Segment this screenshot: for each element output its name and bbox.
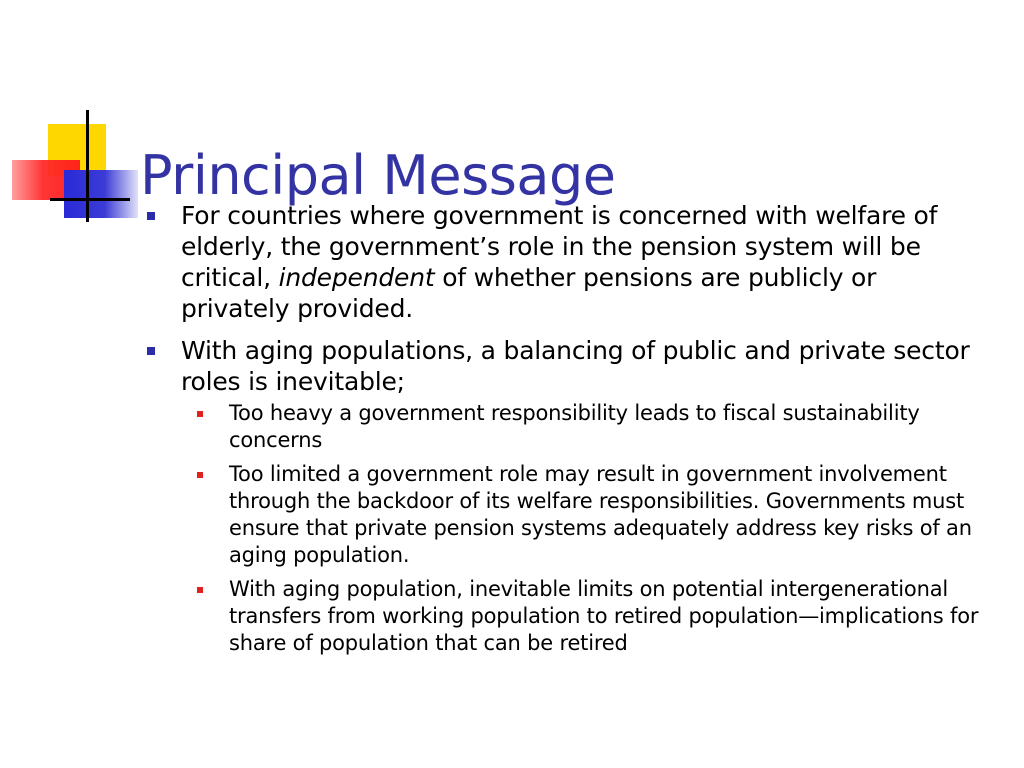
small-square-bullet-icon	[197, 472, 203, 478]
decorative-logo	[0, 0, 140, 230]
small-square-bullet-icon	[197, 411, 203, 417]
square-bullet-icon	[147, 347, 155, 355]
bullet-text-before: For countries where government is concerned with welfare of elderly, the government’s role in the pension system will be critical,	[181, 201, 938, 292]
small-square-bullet-icon	[197, 587, 203, 593]
logo-blue-square	[64, 170, 138, 218]
slide-title: Principal Message	[140, 144, 616, 208]
bullet-text: With aging populations, a balancing of public and private sector roles is inevitable;	[181, 336, 970, 396]
sub-bullet-text: Too heavy a government responsibility leads to fiscal sustainability concerns	[229, 401, 920, 452]
sub-bullet-item	[192, 400, 982, 454]
square-bullet-icon	[147, 212, 155, 220]
sub-bullet-item	[192, 576, 982, 657]
bullet-list	[146, 200, 986, 657]
bullet-emphasis: independent	[278, 263, 435, 292]
bullet-text-after: of whether pensions are publicly or privately provided.	[181, 263, 877, 323]
sub-bullet-item	[192, 461, 982, 569]
logo-vertical-line	[86, 110, 89, 222]
logo-horizontal-line	[50, 198, 130, 201]
slide-content	[146, 200, 986, 668]
sub-bullet-text: Too limited a government role may result in government involvement through the backdoor of its welfare responsibilities. Governments must ensure that private pension systems adequately address key risks of an aging population.	[229, 462, 972, 567]
sub-bullet-text: With aging population, inevitable limits on potential intergenerational transfers from working population to retired population—implications for share of population that can be retired	[229, 577, 979, 655]
bullet-item	[146, 200, 986, 324]
sub-bullet-list	[192, 400, 982, 657]
bullet-item	[146, 335, 986, 657]
